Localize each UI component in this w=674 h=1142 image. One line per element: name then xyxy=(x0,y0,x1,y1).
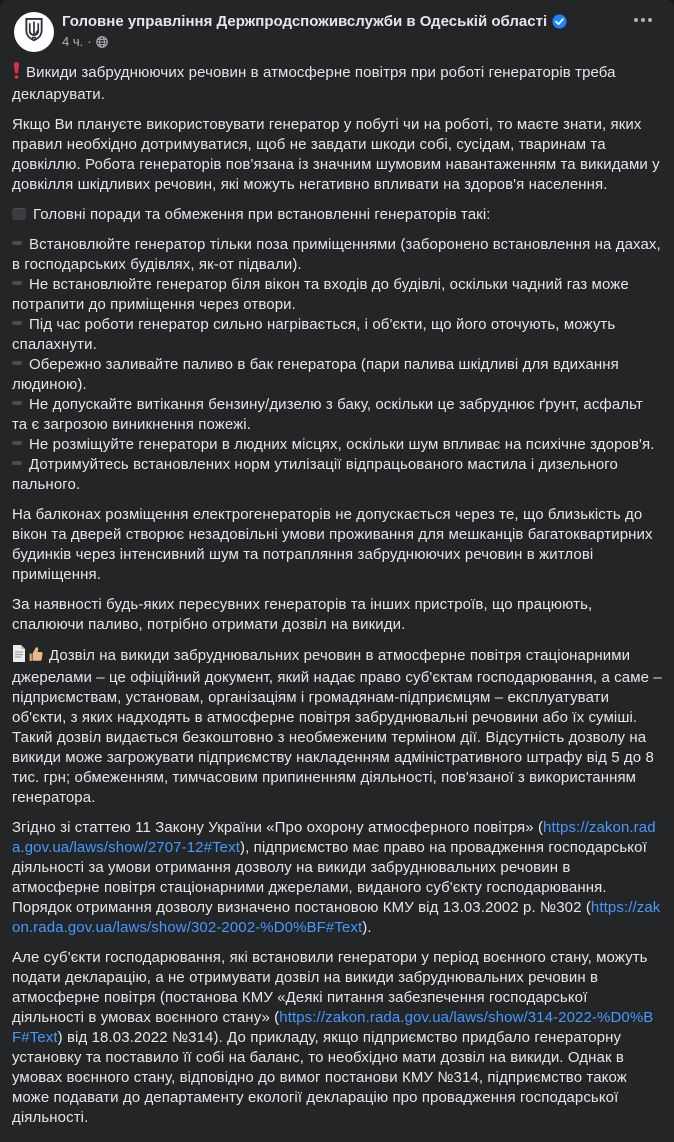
dash-bullet-icon xyxy=(12,281,22,285)
dash-bullet-icon xyxy=(12,321,22,325)
bullet-item xyxy=(12,355,662,395)
bullet-text: Під час роботи генератор сильно нагрівається, і об'єкти, що його оточують, можуть спалахнути. xyxy=(12,316,616,353)
post-paragraph xyxy=(12,595,662,635)
bullet-item xyxy=(12,275,662,315)
post-paragraph xyxy=(12,818,662,938)
bullet-text: Не розміщуйте генератори в людних місцях, оскільки шум впливає на психічне здоров'я. xyxy=(29,436,655,453)
header-text-block xyxy=(62,12,626,50)
post-header xyxy=(0,0,674,54)
bullet-item xyxy=(12,435,662,455)
post-text: ), підприємство має право на провадження господарської діяльності за умови отримання дозволу на викиди забруднювальних речовин в атмосферне повітря стаціонарними джерелами, виданого суб'єкту господарювання. Порядок отримання дозволу визначено постановою КМУ від 13.03.2002 р. №302 ( xyxy=(12,839,647,916)
external-link[interactable]: https://zakon.rada.gov.ua/laws/show/302-2002-%D0%BF#Text xyxy=(12,899,661,936)
bullet-item xyxy=(12,235,662,275)
post-text: Викиди забруднюючих речовин в атмосферне повітря при роботі генераторів треба декларувати. xyxy=(12,64,616,103)
globe-public-icon xyxy=(96,36,108,48)
external-link[interactable]: https://zakon.rada.gov.ua/laws/show/2707-12#Text xyxy=(12,819,656,856)
meta-separator: · xyxy=(87,34,92,49)
post-paragraph xyxy=(12,505,662,585)
post-text: Дозвіл на викиди забруднювальних речовин в атмосферне повітря стаціонарними джерелами – це офіційний документ, який надає право суб'єктам господарювання, а саме – підприємствам, установам, організаціям і громадянам-підприємцям – експлуатувати об'єкти, з яких надходять в атмосферне повітря забруднювальні речовини або їх суміші. Такий дозвіл видається безкоштовно з необмеженим терміном дії. Відсутність дозволу на викиди може загрожувати підприємству накладенням адміністративного штрафу від 5 до 8 тис. грн; обмеженням, тимчасовим припиненням діяльності, пов'язаної з використанням генератора. xyxy=(12,647,662,806)
bullet-item xyxy=(12,395,662,435)
post-paragraph xyxy=(12,948,662,1128)
bullet-item xyxy=(12,315,662,355)
page-name: Головне управління Держпродспоживслужби в Одеській області xyxy=(62,13,548,30)
post-paragraph xyxy=(12,115,662,195)
dash-bullet-icon xyxy=(12,441,22,445)
post-text: ). xyxy=(362,919,372,936)
post-text: На балконах розміщення електрогенераторів не допускається через те, що близькість до вікон та дверей створює незадовільні умови проживання для мешканців багатоквартирних будинків через інтенсивний шум та потрапляння забруднюючих речовин в житлові приміщення. xyxy=(12,506,653,583)
post-text: За наявності будь-яких пересувних генераторів та інших пристроїв, що працюють, спалюючи паливо, потрібно отримати дозвіл на викиди. xyxy=(12,596,593,633)
bullet-item xyxy=(12,455,662,495)
exclamation-icon xyxy=(12,62,21,85)
document-page-icon xyxy=(12,645,26,668)
post-meta xyxy=(62,34,626,50)
bullet-text: Встановлюйте генератор тільки поза приміщеннями (заборонено встановлення на дахах, в господарських будівлях, як-от підвали). xyxy=(12,236,661,273)
verified-badge-icon xyxy=(552,14,567,29)
advice-bullet-list xyxy=(12,235,662,495)
bullet-text: Дотримуйтесь встановлених норм утилізації відпрацьованого мастила і дизельного пального. xyxy=(12,456,618,493)
post-text: Головні поради та обмеження при встановленні генераторів такі: xyxy=(33,206,491,223)
bullet-text: Не допускайте витікання бензину/дизелю з баку, оскільки це забруднює ґрунт, асфальт та є загрозою виникнення пожежі. xyxy=(12,396,643,433)
post-body xyxy=(0,54,674,1142)
post-paragraph xyxy=(12,62,662,105)
bullet-text: Не встановлюйте генератор біля вікон та входів до будівлі, оскільки чадний газ може потрапити до приміщення через отвори. xyxy=(12,276,629,313)
post-paragraph xyxy=(12,205,662,225)
ellipsis-menu-icon[interactable] xyxy=(626,16,660,28)
clipboard-dark-icon xyxy=(12,208,26,220)
post-text: Якщо Ви плануєте використовувати генератор у побуті чи на роботі, то маєте знати, яких правил необхідно дотримуватися, щоб не завдати шкоди собі, сусідам, тваринам та довкіллю. Робота генераторів пов'язана із значним шумовим навантаженням та викидами у довкілля шкідливих речовин, які можуть негативно впливати на здоров'я населення. xyxy=(12,116,660,193)
dash-bullet-icon xyxy=(12,401,22,405)
post-text: ) від 18.03.2022 №314). До прикладу, якщо підприємство придбало генераторну установку та поставило її собі на баланс, то необхідно мати дозвіл на викиди. Однак в умовах воєнного стану, відповідно до вимог постанови КМУ №314, підприємство також може подавати до департаменту екології декларацію про провадження господарської діяльності. xyxy=(12,1029,627,1126)
external-link[interactable]: https://zakon.rada.gov.ua/laws/show/314-2022-%D0%BF#Text xyxy=(12,1009,654,1046)
post-text: Але суб'єкти господарювання, які встановили генератори у період воєнного стану, можуть подати декларацію, а не отримувати дозвіл на викиди забруднювальних речовин в атмосферне повітря (постанова КМУ «Деякі питання забезпечення господарської діяльності в умовах воєнного стану» ( xyxy=(12,949,648,1026)
page-name-link[interactable] xyxy=(62,12,626,31)
thumbs-up-icon xyxy=(28,646,44,668)
dash-bullet-icon xyxy=(12,361,22,365)
timestamp[interactable]: 4 ч. xyxy=(62,34,84,49)
post-paragraph xyxy=(12,645,662,808)
ukraine-trident-emblem-icon xyxy=(17,13,51,52)
dash-bullet-icon xyxy=(12,461,22,465)
page-avatar[interactable] xyxy=(14,12,54,52)
post-text: Згідно зі статтею 11 Закону України «Про охорону атмосферного повітря» ( xyxy=(12,819,544,836)
dash-bullet-icon xyxy=(12,241,22,245)
bullet-text: Обережно заливайте паливо в бак генератора (пари палива шкідливі для вдихання людиною). xyxy=(12,356,619,393)
